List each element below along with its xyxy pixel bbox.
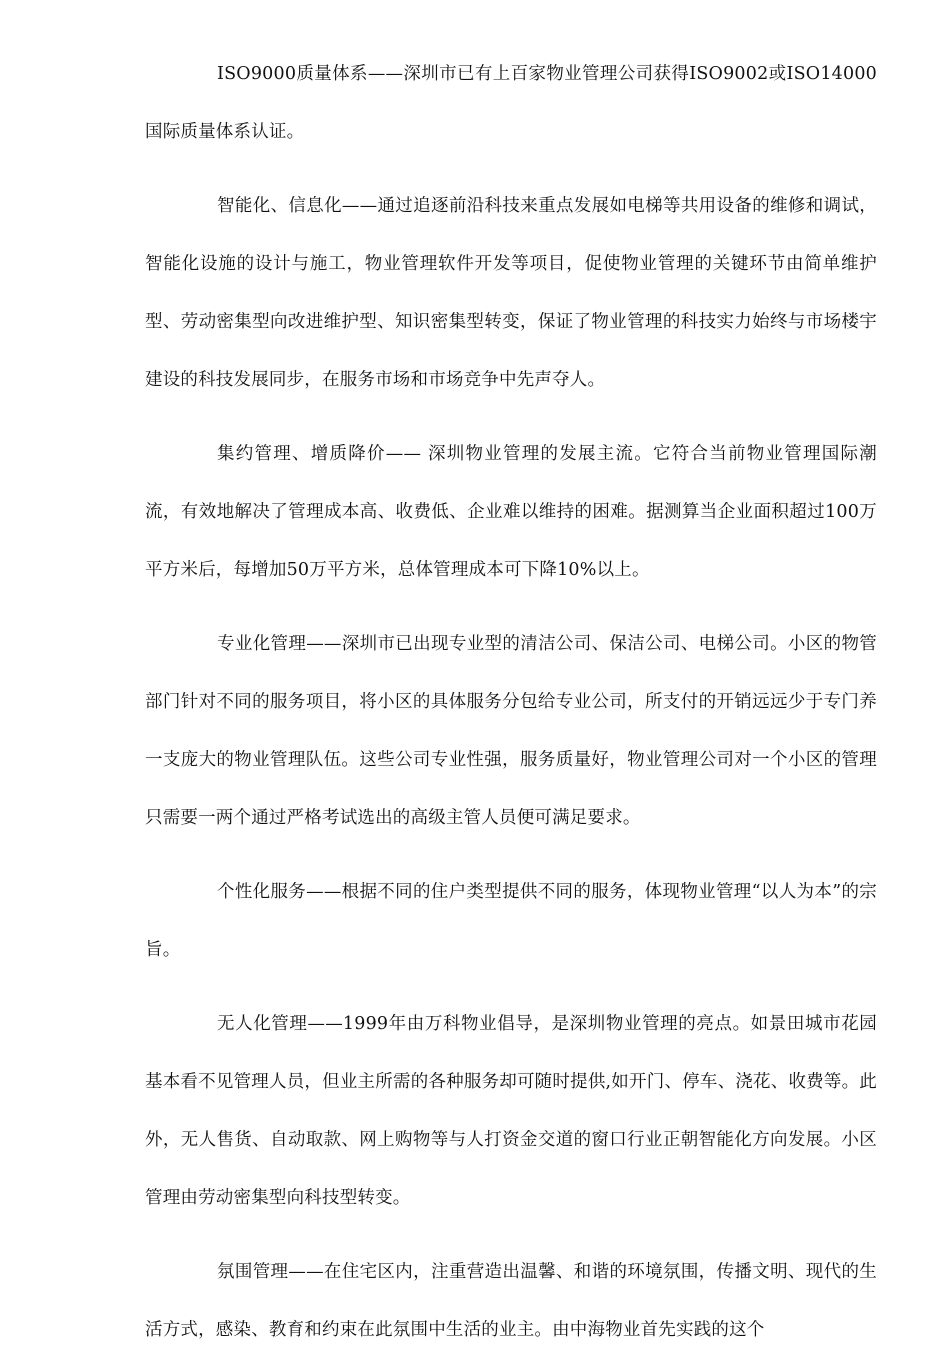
paragraph-intensive-management: 集约管理、增质降价—— 深圳物业管理的发展主流。它符合当前物业管理国际潮流，有效地解决了管理成本高、收费低、企业难以维持的困难。据测算当企业面积超过100万平方米后，每增加50万平方米，总体管理成本可下降10%以上。 [145,444,877,580]
paragraph-iso9000: ISO9000质量体系——深圳市已有上百家物业管理公司获得ISO9002或ISO14000国际质量体系认证。 [145,64,877,142]
paragraph-intelligent-informatization: 智能化、信息化——通过追逐前沿科技来重点发展如电梯等共用设备的维修和调试，智能化设施的设计与施工，物业管理软件开发等项目，促使物业管理的关键环节由简单维护型、劳动密集型向改进维护型、知识密集型转变，保证了物业管理的科技实力始终与市场楼宇建设的科技发展同步，在服务市场和市场竞争中先声夺人。 [145,196,877,390]
paragraph-personalized-service: 个性化服务——根据不同的住户类型提供不同的服务，体现物业管理“以人为本”的宗旨。 [145,882,877,960]
document-body [145,45,877,1359]
paragraph-unmanned-management: 无人化管理——1999年由万科物业倡导，是深圳物业管理的亮点。如景田城市花园基本看不见管理人员，但业主所需的各种服务却可随时提供,如开门、停车、浇花、收费等。此外，无人售货、自动取款、网上购物等与人打资金交道的窗口行业正朝智能化方向发展。小区管理由劳动密集型向科技型转变。 [145,1014,877,1208]
paragraph-atmosphere-management: 氛围管理——在住宅区内，注重营造出温馨、和谐的环境氛围，传播文明、现代的生活方式，感染、教育和约束在此氛围中生活的业主。由中海物业首先实践的这个 [145,1262,877,1340]
paragraph-professional-management: 专业化管理——深圳市已出现专业型的清洁公司、保洁公司、电梯公司。小区的物管部门针对不同的服务项目，将小区的具体服务分包给专业公司，所支付的开销远远少于专门养一支庞大的物业管理队伍。这些公司专业性强，服务质量好，物业管理公司对一个小区的管理只需要一两个通过严格考试选出的高级主管人员便可满足要求。 [145,634,877,828]
